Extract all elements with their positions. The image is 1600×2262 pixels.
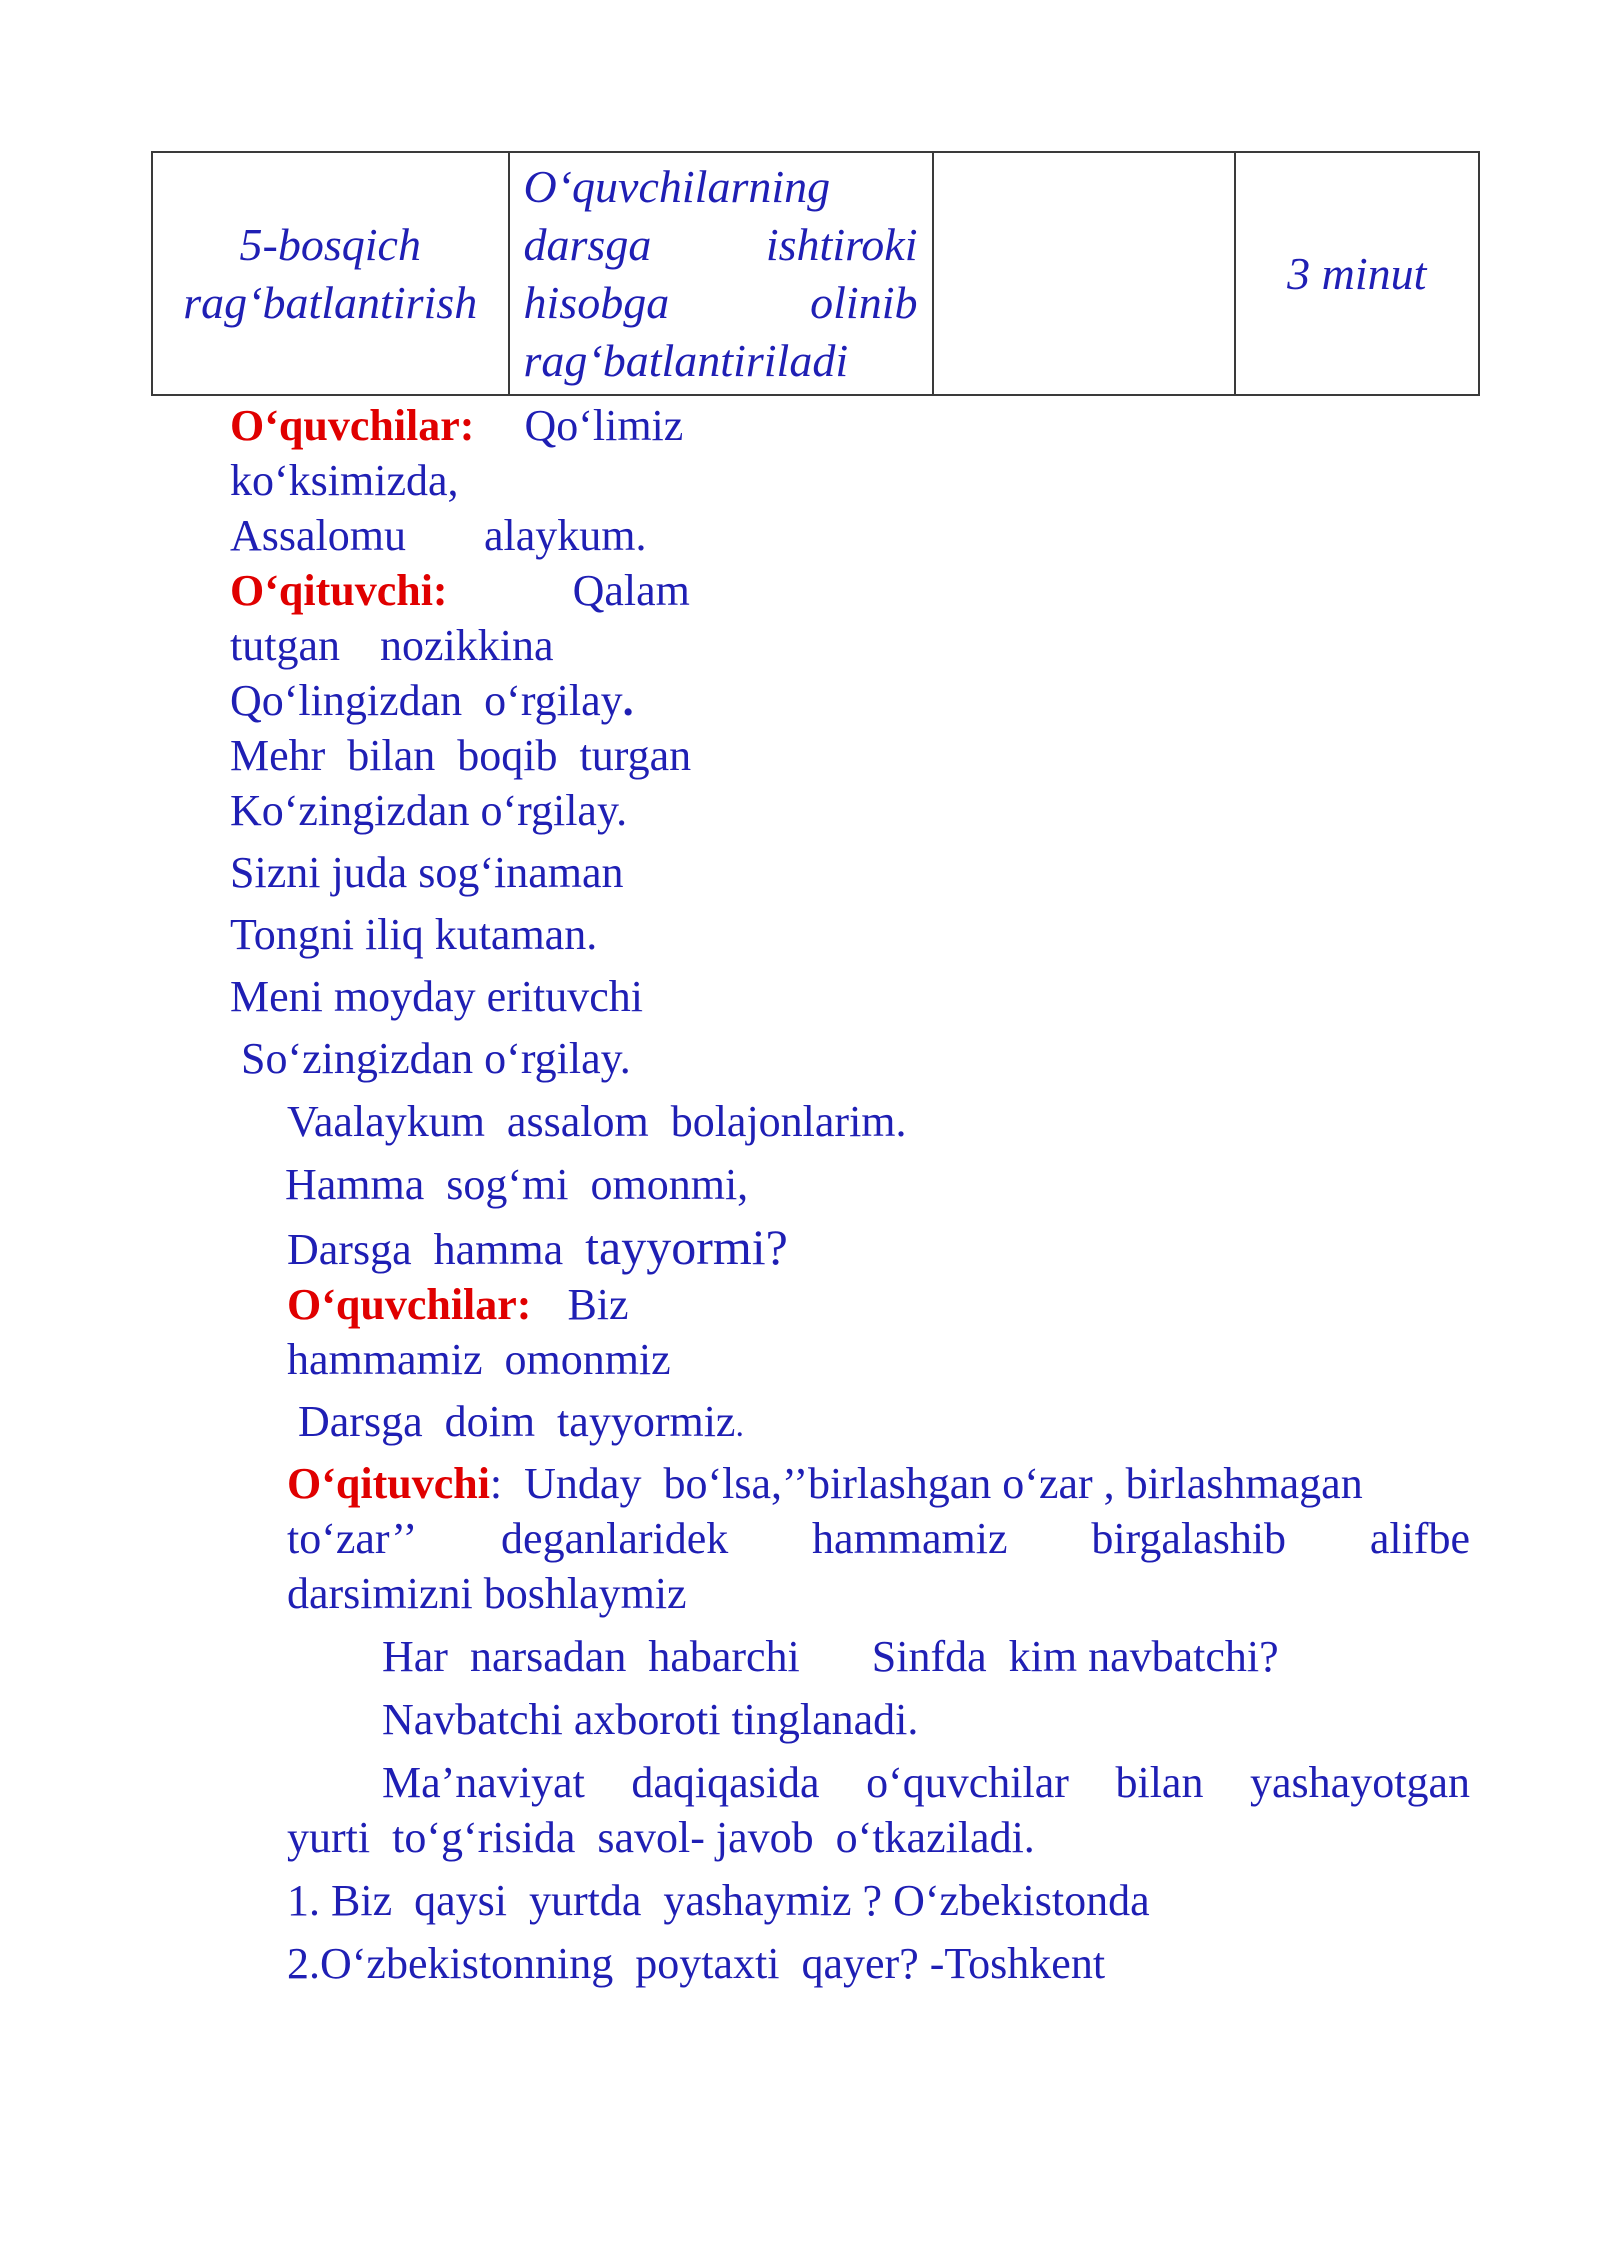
line: Tongni iliq kutaman.	[230, 910, 598, 959]
text: Darsga doim tayyormiz	[287, 1397, 736, 1446]
text: Sinfda kim navbatchi?	[871, 1632, 1279, 1681]
lesson-stage-table	[151, 151, 1480, 396]
text: alaykum.	[484, 511, 647, 560]
text: tayyormi?	[585, 1219, 788, 1275]
line	[230, 563, 690, 619]
speaker-label: O‘qituvchi	[287, 1459, 490, 1508]
line: Meni moyday erituvchi	[230, 972, 644, 1021]
desc-line	[524, 216, 918, 274]
line	[230, 618, 554, 674]
line: Mehr bilan boqib turgan	[230, 731, 692, 780]
stage-name-cell	[152, 152, 509, 395]
table-row	[152, 152, 1479, 395]
line	[287, 1219, 788, 1278]
text: o‘quvchilar	[866, 1758, 1069, 1807]
text: : Unday bo‘lsa,’’birlashgan o‘zar , birlashmagan	[489, 1459, 1363, 1508]
text: birgalashib	[1091, 1514, 1287, 1563]
desc-word: olinib	[810, 276, 918, 328]
text: Qalam	[572, 566, 690, 615]
speaker-label: O‘qituvchi:	[230, 566, 448, 615]
text: .	[735, 1407, 744, 1444]
desc-line: O‘quvchilarning	[523, 160, 831, 212]
desc-word: ishtiroki	[765, 218, 918, 270]
text: Assalomu	[230, 511, 406, 560]
text: nozikkina	[379, 621, 554, 670]
line	[382, 1629, 1279, 1685]
text: daqiqasida	[631, 1758, 820, 1807]
line: Ko‘zingizdan o‘rgilay.	[230, 786, 628, 835]
text: .	[622, 676, 634, 725]
line: yurti to‘g‘risida savol- javob o‘tkaziladi.	[287, 1813, 1035, 1862]
text: Qo‘lingizdan o‘rgilay	[230, 676, 623, 725]
line: Vaalaykum assalom bolajonlarim.	[287, 1097, 907, 1146]
line	[287, 1511, 1470, 1567]
desc-word: darsga	[523, 218, 652, 270]
line: Navbatchi axboroti tinglanadi.	[382, 1695, 919, 1744]
speaker-label: O‘quvchilar:	[287, 1280, 532, 1329]
desc-word: hisobga	[523, 276, 670, 328]
text: bilan	[1115, 1758, 1204, 1807]
stage-title: rag‘batlantirish	[183, 276, 478, 328]
line	[230, 508, 647, 564]
line: So‘zingizdan o‘rgilay.	[230, 1034, 631, 1083]
duration-cell: 3 minut	[1235, 152, 1479, 395]
text: deganlaridek	[501, 1514, 729, 1563]
text: Biz	[567, 1280, 629, 1329]
line: Hamma sog‘mi omonmi,	[285, 1160, 749, 1209]
line	[230, 673, 634, 729]
line	[287, 1394, 744, 1454]
line: 1. Biz qaysi yurtda yashaymiz ? O‘zbekistonda	[287, 1876, 1150, 1925]
text: hammamiz	[812, 1514, 1008, 1563]
stage-number: 5-bosqich	[239, 218, 421, 270]
text: alifbe	[1369, 1514, 1470, 1563]
empty-cell	[933, 152, 1235, 395]
text: Har narsadan habarchi	[382, 1632, 800, 1681]
line	[287, 1456, 1363, 1512]
line: darsimizni boshlaymiz	[287, 1569, 687, 1618]
line: ko‘ksimizda,	[230, 456, 459, 505]
line: Sizni juda sog‘inaman	[230, 848, 624, 897]
desc-line: rag‘batlantiriladi	[523, 334, 849, 386]
text: Darsga hamma	[287, 1225, 586, 1274]
text: Ma’naviyat	[382, 1758, 585, 1807]
line	[230, 398, 683, 454]
text: to‘zar’’	[287, 1514, 418, 1563]
line	[382, 1755, 1470, 1811]
text: yashayotgan	[1250, 1758, 1470, 1807]
line: 2.O‘zbekistonning poytaxti qayer? -Toshkent	[287, 1939, 1106, 1988]
line: hammamiz omonmiz	[287, 1335, 671, 1384]
text: tutgan	[230, 621, 340, 670]
line	[287, 1277, 629, 1333]
stage-description-cell	[509, 152, 933, 395]
speaker-label: O‘quvchilar:	[230, 401, 475, 450]
text: Qo‘limiz	[524, 401, 684, 450]
desc-line	[524, 274, 918, 332]
